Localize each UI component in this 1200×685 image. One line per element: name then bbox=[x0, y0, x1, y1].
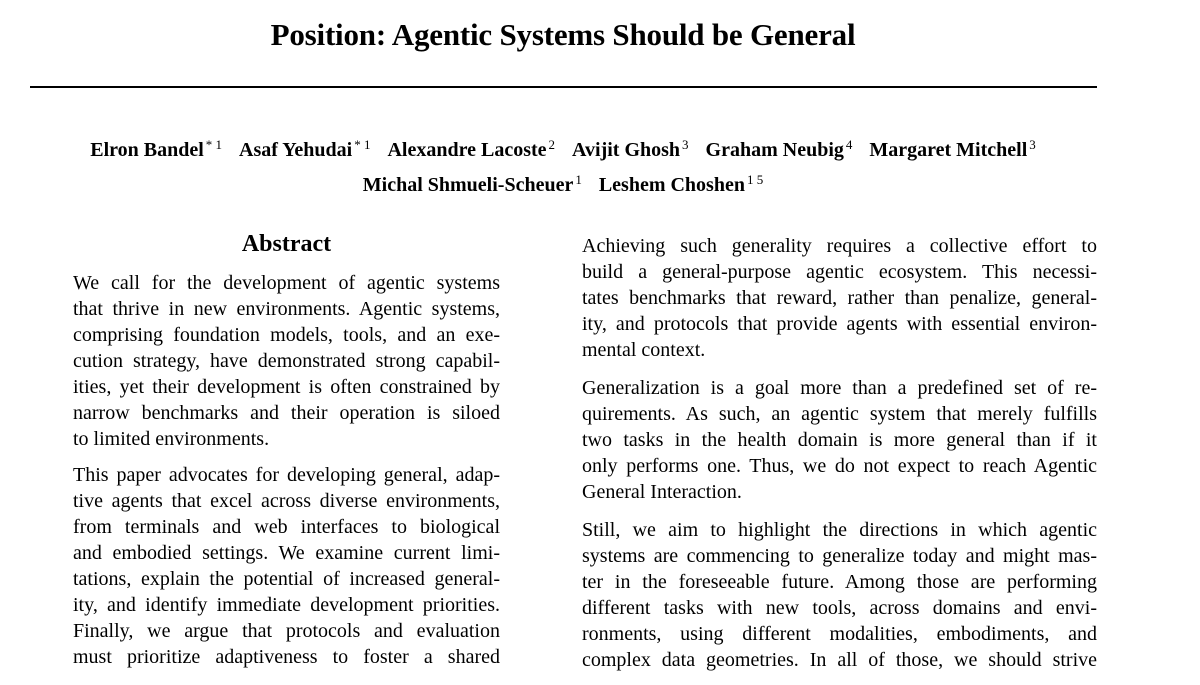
text-line: General Interaction. bbox=[582, 481, 742, 503]
abstract-paragraph bbox=[73, 270, 500, 452]
paper-title: Position: Agentic Systems Should be General bbox=[270, 17, 856, 52]
text-line: This paper advocates for developing general, adap- bbox=[73, 464, 500, 486]
text-line: Still, we aim to highlight the directions in which agentic bbox=[582, 519, 1097, 541]
author: Alexandre Lacoste $^2$ bbox=[387, 137, 556, 161]
right-column-body bbox=[582, 233, 1097, 685]
text-line: Generalization is a goal more than a predefined set of re- bbox=[582, 377, 1097, 399]
abstract-heading: Abstract bbox=[241, 231, 332, 257]
title-rule bbox=[30, 86, 1097, 88]
text-line: and embodied settings. We examine current limi- bbox=[73, 542, 500, 564]
text-line: mental context. bbox=[582, 339, 706, 361]
body-paragraph bbox=[582, 233, 1097, 363]
text-line: that thrive in new environments. Agentic systems, bbox=[73, 298, 500, 320]
text-line: Achieving such generality requires a collective effort to bbox=[582, 235, 1097, 257]
author-line-2 bbox=[0, 165, 1126, 200]
text-line: narrow benchmarks and their operation is siloed bbox=[73, 402, 500, 424]
text-line: different tasks with new tools, across domains and envi- bbox=[582, 597, 1097, 619]
text-line: systems are commencing to generalize today and might mas- bbox=[582, 545, 1097, 567]
text-line: comprising foundation models, tools, and an exe- bbox=[73, 324, 500, 346]
text-line: ter in the foreseeable future. Among those are performing bbox=[582, 571, 1097, 593]
text-line: build a general-purpose agentic ecosystem. This necessi- bbox=[582, 261, 1097, 283]
text-line: quirements. As such, an agentic system that merely fulfills bbox=[582, 403, 1097, 425]
text-line: cution strategy, have demonstrated strong capabil- bbox=[73, 350, 500, 372]
text-line: to limited environments. bbox=[73, 428, 270, 450]
author: Leshem Choshen $^{1 5}$ bbox=[598, 172, 764, 196]
abstract-body bbox=[73, 270, 500, 680]
body-paragraph bbox=[582, 375, 1097, 505]
text-line: from terminals and web interfaces to biological bbox=[73, 516, 500, 538]
text-line: only performs one. Thus, we do not expect to reach Agentic bbox=[582, 455, 1097, 477]
author: Avijit Ghosh $^3$ bbox=[572, 137, 689, 161]
text-line: tations, explain the potential of increased general- bbox=[73, 568, 500, 590]
body-paragraph bbox=[582, 517, 1097, 673]
text-line: ities, yet their development is often constrained by bbox=[73, 376, 500, 398]
author: Michal Shmueli-Scheuer $^1$ bbox=[362, 172, 582, 196]
author: Graham Neubig $^4$ bbox=[705, 137, 853, 161]
text-line: tive agents that excel across diverse environments, bbox=[73, 490, 500, 512]
text-line: two tasks in the health domain is more general than if it bbox=[582, 429, 1097, 451]
author-line-1 bbox=[0, 130, 1126, 165]
author: Elron Bandel $^{* 1}$ bbox=[90, 137, 223, 161]
text-line: ity, and identify immediate development priorities. bbox=[73, 594, 500, 616]
text-line: complex data geometries. In all of those, we should strive bbox=[582, 649, 1097, 671]
text-line: Finally, we argue that protocols and evaluation bbox=[73, 620, 500, 642]
text-line: must prioritize adaptiveness to foster a shared bbox=[73, 646, 500, 668]
text-line: tates benchmarks that reward, rather than penalize, general- bbox=[582, 287, 1097, 309]
text-line: We call for the development of agentic systems bbox=[73, 272, 500, 294]
author: Asaf Yehudai $^{* 1}$ bbox=[239, 137, 371, 161]
text-line: ity, and protocols that provide agents with essential environ- bbox=[582, 313, 1097, 335]
author-list bbox=[0, 130, 1126, 200]
author: Margaret Mitchell $^3$ bbox=[869, 137, 1036, 161]
text-line: ronments, using different modalities, embodiments, and bbox=[582, 623, 1097, 645]
abstract-paragraph bbox=[73, 462, 500, 670]
